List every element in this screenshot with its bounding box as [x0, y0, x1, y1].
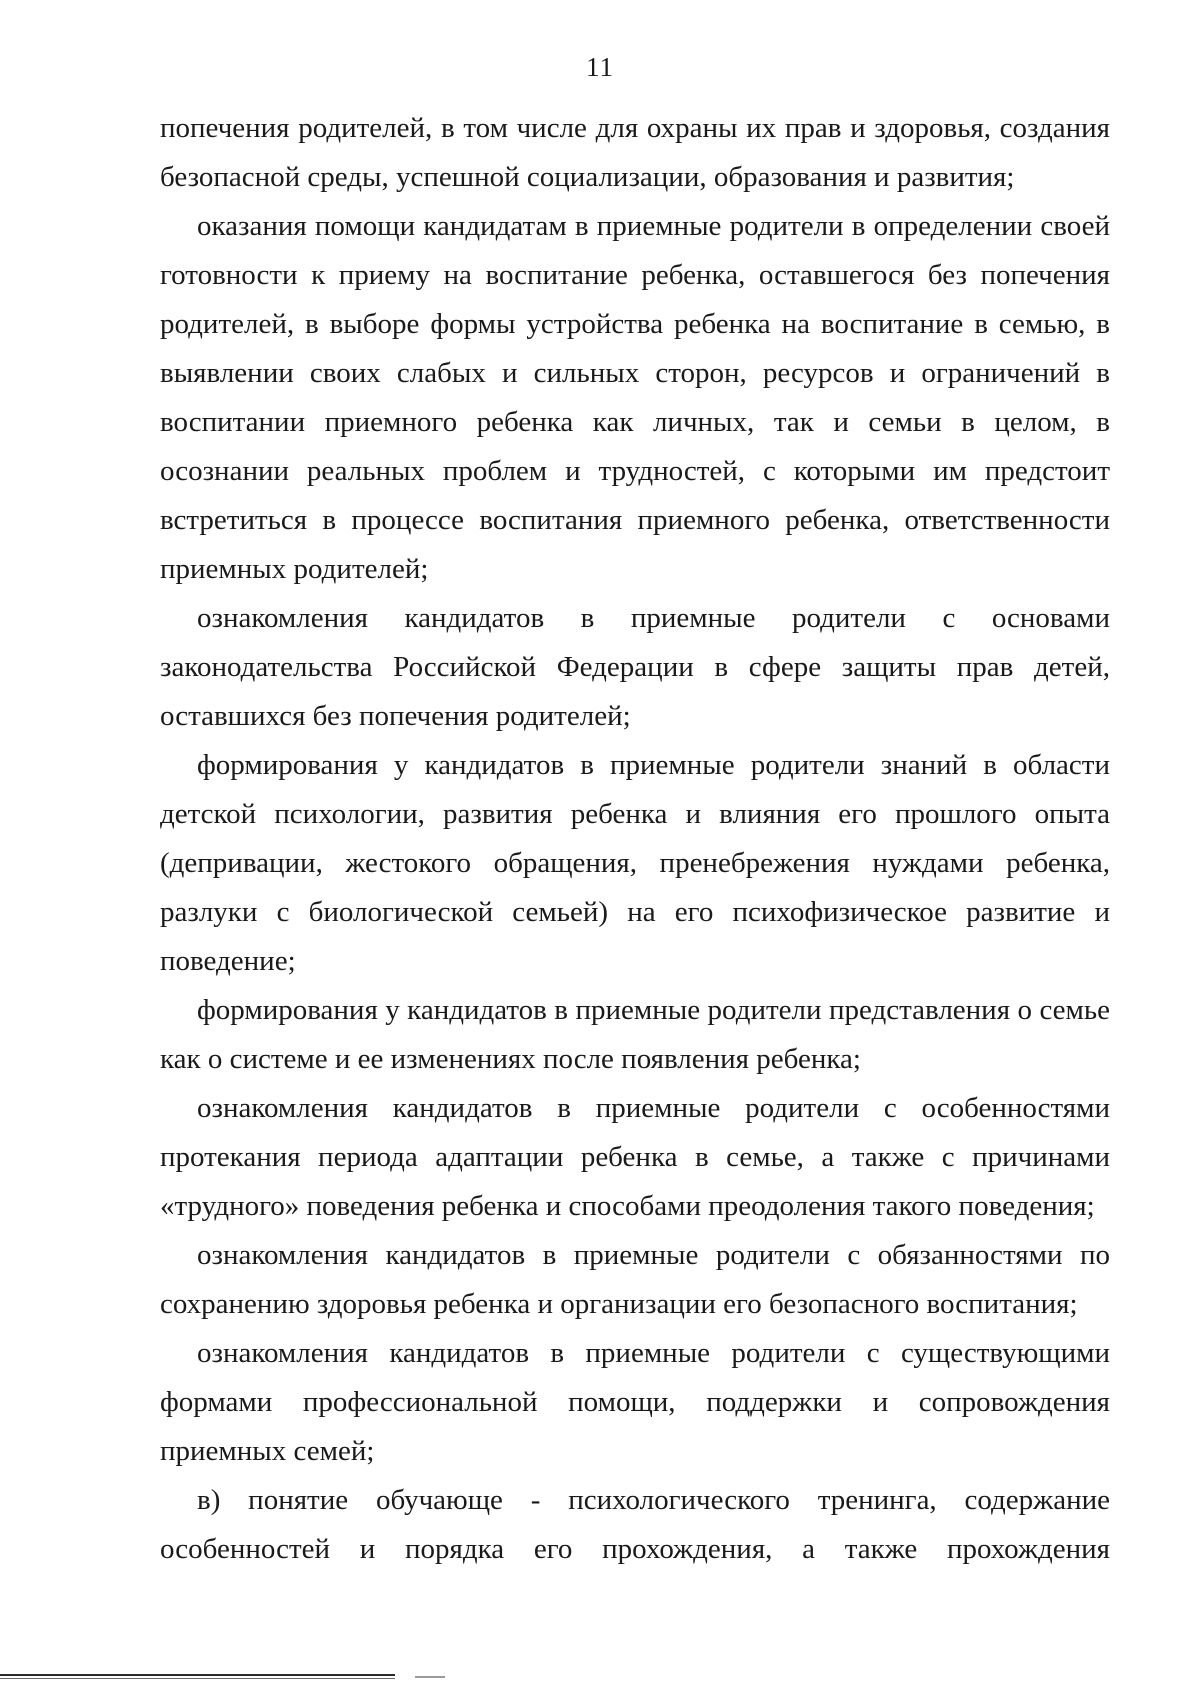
paragraph: ознакомления кандидатов в приемные родители с особенностями протекания периода адаптации ребенка в семье, а также с причинами «трудного» поведения ребенка и способами преодоления такого поведения; — [160, 1092, 1110, 1222]
paragraph: ознакомления кандидатов в приемные родители с существующими формами профессиональной помощи, поддержки и сопровождения приемных семей; — [160, 1337, 1110, 1467]
paragraph: формирования у кандидатов в приемные родители знаний в области детской психологии, развития ребенка и влияния его прошлого опыта (депривации, жестокого обращения, пренебрежения нуждами ребенка, разлуки с биологической семьей) на его психофизическое развитие и поведение; — [160, 749, 1110, 977]
footer-rule-mark — [415, 1676, 445, 1678]
paragraph: формирования у кандидатов в приемные родители представления о семье как о системе и ее изменениях после появления ребенка; — [160, 994, 1110, 1075]
footer-rule — [0, 1674, 1200, 1682]
paragraph: в) понятие обучающе - психологического тренинга, содержание особенностей и порядка его прохождения, а также прохождения — [160, 1484, 1110, 1565]
paragraph: ознакомления кандидатов в приемные родители с основами законодательства Российской Федерации в сфере защиты прав детей, оставшихся без попечения родителей; — [160, 602, 1110, 732]
footer-rule-line — [0, 1674, 395, 1676]
document-body — [160, 104, 1110, 1574]
paragraph: ознакомления кандидатов в приемные родители с обязанностями по сохранению здоровья ребенка и организации его безопасного воспитания; — [160, 1239, 1110, 1320]
footer-rule-line — [0, 1678, 395, 1679]
paragraph: оказания помощи кандидатам в приемные родители в определении своей готовности к приему на воспитание ребенка, оставшегося без попечения родителей, в выборе формы устройства ребенка на воспитание в семью, в выявлении своих слабых и сильных сторон, ресурсов и ограничений в воспитании приемного ребенка как личных, так и семьи в целом, в осознании реальных проблем и трудностей, с которыми им предстоит встретиться в процессе воспитания приемного ребенка, ответственности приемных родителей; — [160, 210, 1110, 585]
paragraph: попечения родителей, в том числе для охраны их прав и здоровья, создания безопасной среды, успешной социализации, образования и развития; — [160, 112, 1110, 193]
page-number: 11 — [586, 52, 614, 82]
